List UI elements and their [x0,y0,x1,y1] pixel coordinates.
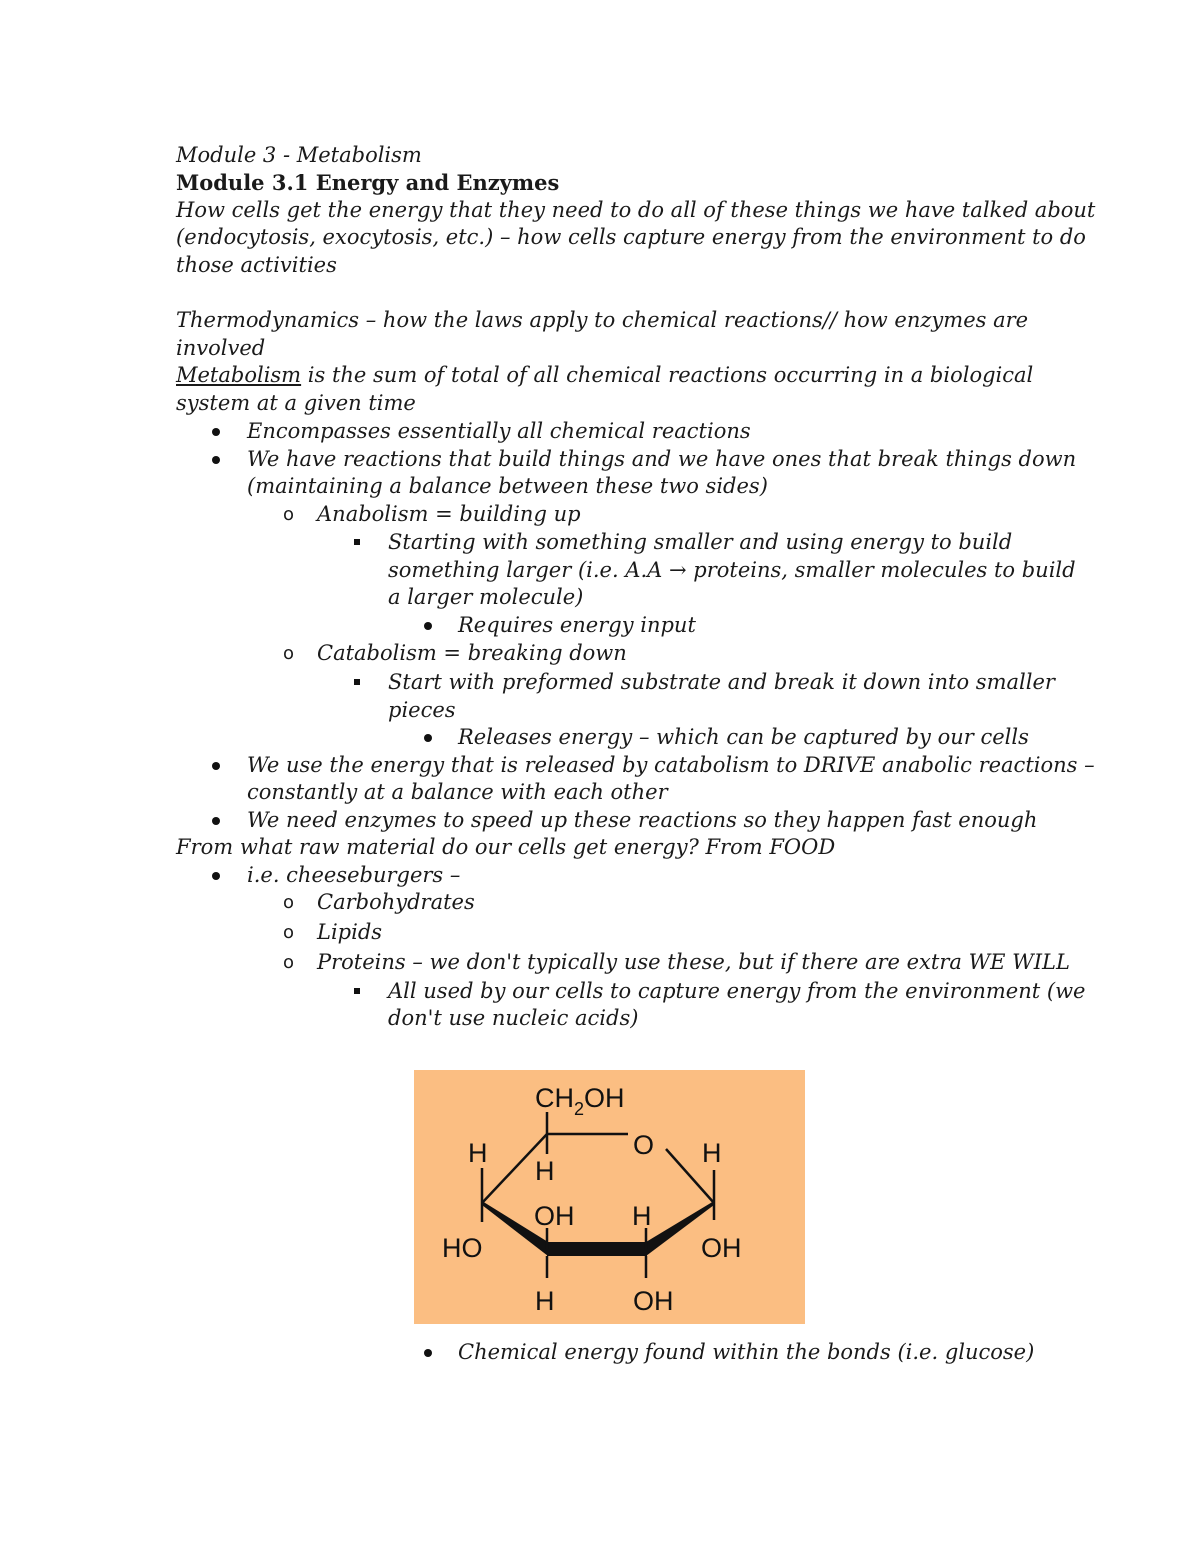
bullet-cheeseburgers: i.e. cheeseburgers – [247,863,461,887]
label-oh-c3: OH [534,1201,575,1231]
bullet-icon [212,456,220,464]
circle-bullet-icon: o [283,504,295,525]
metabolism-term: Metabolism [176,363,302,387]
bullet-icon [424,1349,432,1357]
thermo-line-1: Thermodynamics – how the laws apply to chemical reactions// how enzymes are [176,308,1029,332]
anabolism-detail-line-3: a larger molecule) [388,585,584,609]
label-h-c2: H [632,1201,652,1231]
label-ho-c4: HO [442,1233,483,1263]
bullet-encompasses: Encompasses essentially all chemical reactions [247,419,751,443]
proteins-detail-line-1: All used by our cells to capture energy from the environment (we [388,979,1086,1003]
bullet-icon [424,622,432,630]
catabolism-detail-line-2: pieces [388,698,456,722]
proteins-detail-line-2: don't use nucleic acids) [388,1006,639,1030]
square-bullet-icon [354,679,360,685]
label-h-c4: H [468,1138,488,1168]
label-h-c3: H [535,1286,555,1316]
circle-bullet-icon: o [283,892,295,913]
anabolism-item: Anabolism = building up [317,502,581,526]
bullet-icon [212,762,220,770]
label-h-c1: H [702,1138,722,1168]
thermo-line-2: involved [176,336,266,360]
module-title: Module 3 - Metabolism [176,143,422,167]
label-h-c5: H [535,1156,555,1186]
label-oh-c1: OH [701,1233,742,1263]
intro-line-2: (endocytosis, exocytosis, etc.) – how cells capture energy from the environment to do [176,225,1086,249]
bond-bold-bottom [547,1242,647,1256]
glucose-ring-diagram [414,1070,805,1324]
food-question: From what raw material do our cells get energy? From FOOD [176,835,836,859]
circle-bullet-icon: o [283,952,295,973]
bullet-icon [424,734,432,742]
metabolism-definition [176,362,1033,389]
label-ring-o: O [633,1130,655,1160]
anabolism-note: Requires energy input [458,613,696,637]
bullet-drive-line-2: constantly at a balance with each other [247,780,668,804]
glucose-caption: Chemical energy found within the bonds (i.e. glucose) [458,1340,1035,1364]
label-oh-c2: OH [633,1286,674,1316]
bullet-icon [212,872,220,880]
circle-bullet-icon: o [283,643,295,664]
section-heading: Module 3.1 Energy and Enzymes [176,170,560,195]
square-bullet-icon [354,988,360,994]
catabolism-detail-line-1: Start with preformed substrate and break it down into smaller [388,670,1055,694]
metabolism-def-line-2: system at a given time [176,391,416,415]
intro-line-1: How cells get the energy that they need to do all of these things we have talked about [176,198,1096,222]
bullet-drive-line-1: We use the energy that is released by catabolism to DRIVE anabolic reactions – [247,753,1095,777]
bullet-icon [212,428,220,436]
lipids-item: Lipids [317,920,383,944]
intro-line-3: those activities [176,253,337,277]
label-ch2oh: $CH_2OH$ [535,1083,625,1119]
anabolism-detail-line-1: Starting with something smaller and using energy to build [388,530,1013,554]
bullet-reactions-line-2: (maintaining a balance between these two sides) [247,474,768,498]
carbohydrates-item: Carbohydrates [317,890,475,914]
proteins-item: Proteins – we don't typically use these, but if there are extra WE WILL [317,950,1070,974]
circle-bullet-icon: o [283,922,295,943]
bullet-icon [212,817,220,825]
glucose-structure-figure [414,1070,805,1324]
catabolism-note: Releases energy – which can be captured by our cells [458,725,1029,749]
metabolism-def-text: is the sum of total of all chemical reactions occurring in a biological [301,363,1034,387]
bullet-reactions-line-1: We have reactions that build things and we have ones that break things down [247,447,1077,471]
catabolism-item: Catabolism = breaking down [317,641,627,665]
anabolism-detail-line-2: something larger (i.e. A.A → proteins, smaller molecules to build [388,558,1076,582]
square-bullet-icon [354,539,360,545]
bullet-enzymes: We need enzymes to speed up these reactions so they happen fast enough [247,808,1038,832]
